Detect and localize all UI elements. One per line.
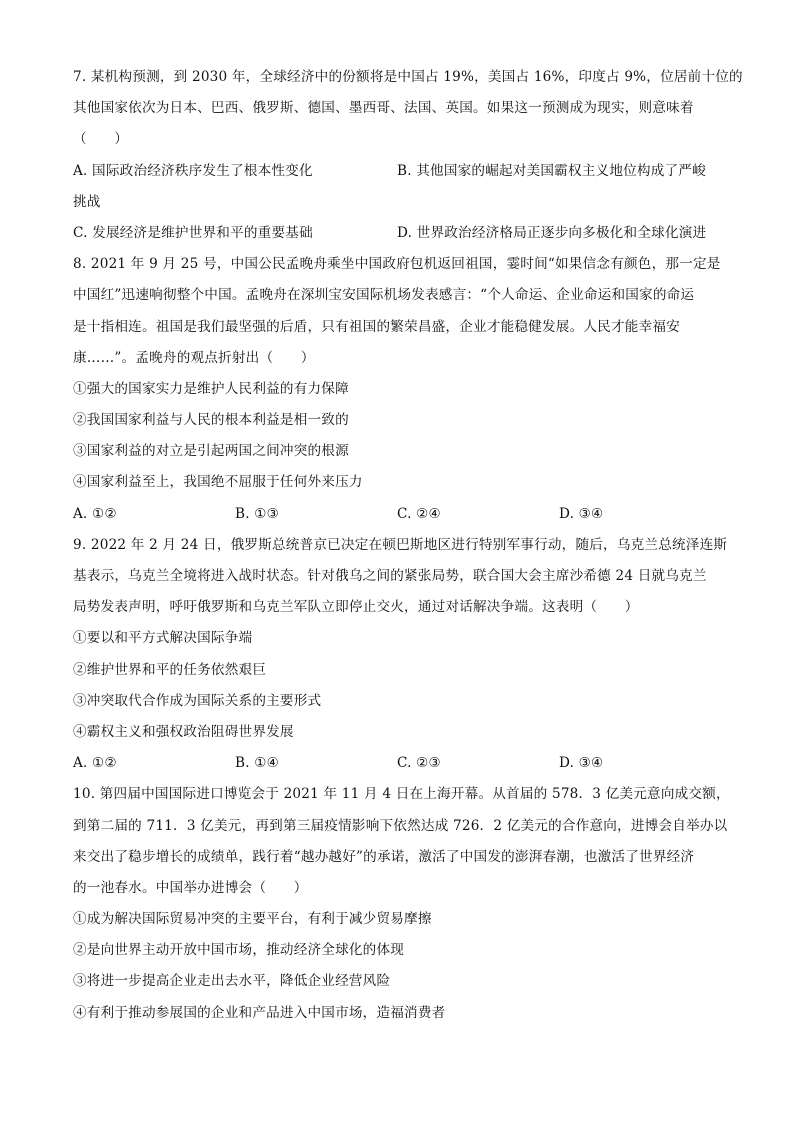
question-10-statement-3: ③将进一步提高企业走出去水平，降低企业经营风险 [73, 973, 391, 990]
exam-page [73, 62, 743, 1029]
question-7-option-a[interactable]: A. 国际政治经济秩序发生了根本性变化 [73, 162, 313, 179]
question-9-option-c[interactable]: C. ②③ [397, 755, 441, 772]
question-9-statement-3: ③冲突取代合作成为国际关系的主要形式 [73, 692, 322, 709]
question-7-stem-line-1: 7. 某机构预测，到 2030 年，全球经济中的份额将是中国占 19%，美国占 16%，印度占 9%，位居前十位的 [73, 69, 743, 85]
question-7-option-b-continuation: 挑战 [73, 193, 101, 210]
question-7 [73, 62, 743, 249]
question-9 [73, 530, 728, 780]
question-9-statement-1: ①要以和平方式解决国际争端 [73, 630, 253, 647]
question-8-stem-line-2: 中国红”迅速响彻整个中国。孟晚舟在深圳宝安国际机场发表感言：“个人命运、企业命运和国家的命运 [73, 287, 695, 304]
question-8-statement-2: ②我国国家利益与人民的根本利益是相一致的 [73, 412, 349, 429]
question-9-stem-line-2: 基表示，乌克兰全境将进入战时状态。针对俄乌之间的紧张局势，联合国大会主席沙希德 24 日就乌克兰 [73, 568, 707, 584]
question-10-stem-line-2: 到第二届的 711．3 亿美元，再到第三届疫情影响下依然达成 726．2 亿美元的合作意向，进博会自举办以 [73, 817, 728, 834]
question-10-stem-line-3: 来交出了稳步增长的成绩单，践行着“越办越好”的承诺，激活了中国发的澎湃春潮，也激活了世界经济 [73, 848, 695, 865]
question-10-statement-2: ②是向世界主动开放中国市场，推动经济全球化的体现 [73, 942, 405, 959]
question-7-stem-line-2: 其他国家依次为日本、巴西、俄罗斯、德国、墨西哥、法国、英国。如果这一预测成为现实，则意味着 [73, 100, 694, 117]
question-9-stem-line-3: 局势发表声明，呼吁俄罗斯和乌克兰军队立即停止交火，通过对话解决争端。这表明（ ） [73, 599, 639, 616]
question-8-stem-line-3: 是十指相连。祖国是我们最坚强的后盾，只有祖国的繁荣昌盛，企业才能稳健发展。人民才能幸福安 [73, 318, 680, 335]
question-8-option-b[interactable]: B. ①③ [235, 505, 280, 522]
question-9-statement-2: ②维护世界和平的任务依然艰巨 [73, 661, 267, 678]
question-8-option-a[interactable]: A. ①② [73, 505, 117, 522]
question-10-statement-4: ④有利于推动参展国的企业和产品进入中国市场，造福消费者 [73, 1004, 446, 1021]
question-8-option-c[interactable]: C. ②④ [397, 505, 441, 522]
question-10 [73, 779, 730, 1029]
question-9-statement-4: ④霸权主义和强权政治阻碍世界发展 [73, 723, 294, 740]
question-10-stem-line-1: 10. 第四届中国国际进口博览会于 2021 年 11 月 4 日在上海开幕。从首届的 578．3 亿美元意向成交额， [73, 786, 730, 803]
question-8-statement-1: ①强大的国家实力是维护人民利益的有力保障 [73, 380, 349, 397]
question-8-option-d[interactable]: D. ③④ [559, 505, 604, 522]
question-7-option-d[interactable]: D. 世界政治经济格局正逐步向多极化和全球化演进 [397, 224, 707, 241]
question-8-options [73, 499, 721, 530]
question-8 [73, 249, 721, 530]
question-9-options [73, 748, 721, 779]
question-7-stem-line-3: （ ） [73, 131, 129, 148]
question-9-option-a[interactable]: A. ①② [73, 755, 117, 772]
question-7-options-row-1 [73, 156, 721, 187]
question-9-stem-line-1: 9. 2022 年 2 月 24 日，俄罗斯总统普京已决定在顿巴斯地区进行特别军事行动，随后，乌克兰总统泽连斯 [73, 536, 728, 553]
question-7-option-c[interactable]: C. 发展经济是维护世界和平的重要基础 [73, 224, 313, 241]
question-8-stem-line-1: 8. 2021 年 9 月 25 号，中国公民孟晚舟乘坐中国政府包机返回祖国，霎时间“如果信念有颜色，那一定是 [73, 256, 721, 273]
question-9-option-d[interactable]: D. ③④ [559, 755, 604, 772]
question-10-stem-line-4: 的一池春水。中国举办进博会（ ） [73, 879, 308, 896]
question-8-statement-3: ③国家利益的对立是引起两国之间冲突的根源 [73, 443, 349, 460]
question-8-stem-line-4: 康……”。孟晚舟的观点折射出（ ） [73, 349, 315, 366]
question-9-option-b[interactable]: B. ①④ [235, 755, 280, 772]
question-10-statement-1: ①成为解决国际贸易冲突的主要平台，有利于减少贸易摩擦 [73, 911, 432, 928]
question-7-options-row-2 [73, 218, 721, 249]
question-8-statement-4: ④国家利益至上，我国绝不屈服于任何外来压力 [73, 474, 363, 491]
question-7-option-b[interactable]: B. 其他国家的崛起对美国霸权主义地位构成了严峻 [397, 162, 706, 179]
